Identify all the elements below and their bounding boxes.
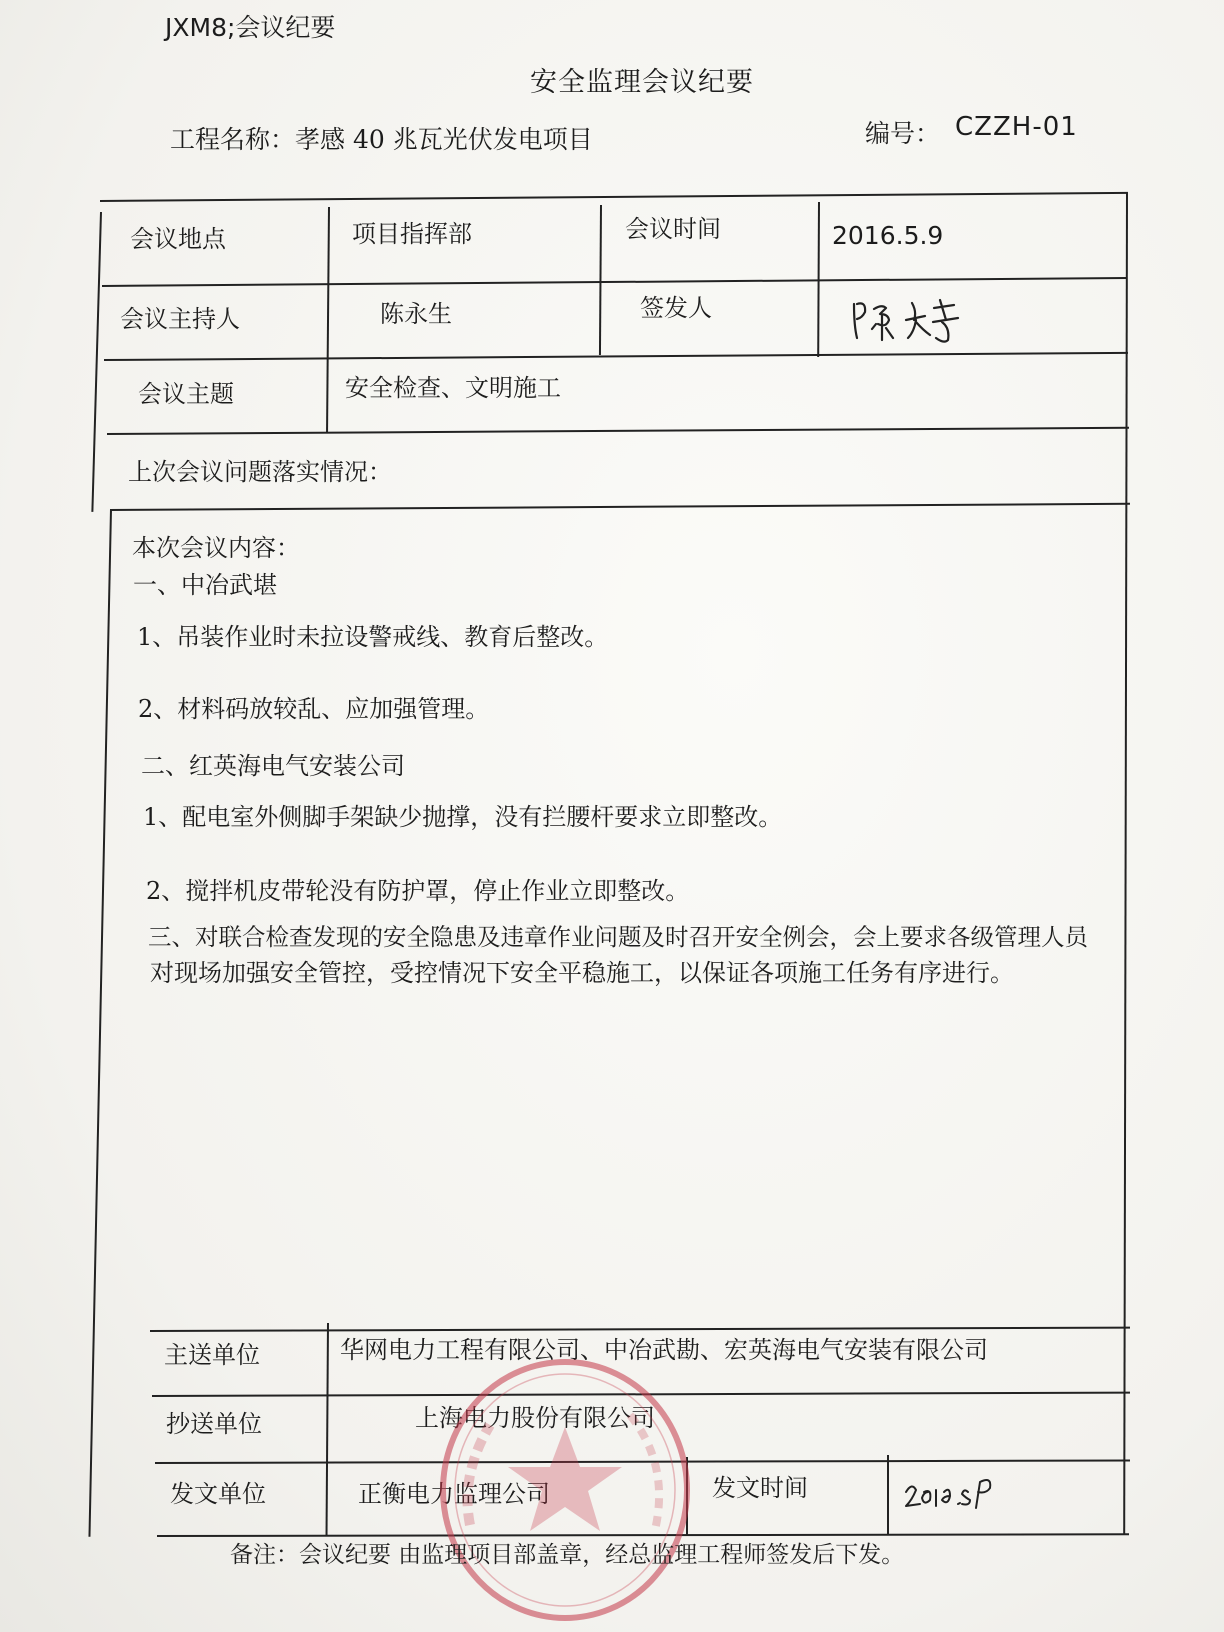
issuer-label: 签发人 <box>640 294 712 322</box>
document-title: 安全监理会议纪要 <box>530 67 754 98</box>
red-seal-stamp <box>430 1355 700 1625</box>
content-line: 三、对联合检查发现的安全隐患及违章作业问题及时召开安全例会，会上要求各级管理人员 <box>148 923 1088 951</box>
content-line: 1、吊装作业时未拉设警戒线、教育后整改。 <box>137 623 609 651</box>
footnote: 备注：会议纪要 由监理项目部盖章，经总监理工程师签发后下发。 <box>230 1542 905 1568</box>
location-value: 项目指挥部 <box>352 220 472 248</box>
location-label: 会议地点 <box>130 225 226 253</box>
issuing-unit-label: 发文单位 <box>170 1480 266 1508</box>
copy-recipient-label: 抄送单位 <box>166 1410 262 1438</box>
main-recipient-value: 华网电力工程有限公司、中冶武勘、宏英海电气安装有限公司 <box>340 1336 988 1364</box>
issuer-signature <box>848 290 978 350</box>
content-line: 二、红英海电气安装公司 <box>141 752 405 780</box>
content-line: 对现场加强安全管控，受控情况下安全平稳施工，以保证各项施工任务有序进行。 <box>150 959 1014 987</box>
serial-label: 编号： <box>865 119 941 148</box>
project-name: 工程名称：孝感 40 兆瓦光伏发电项目 <box>170 125 593 154</box>
topic-label: 会议主题 <box>138 380 234 408</box>
form-code: JXM8;会议纪要 <box>165 13 336 42</box>
content-line: 2、材料码放较乱、应加强管理。 <box>138 695 490 723</box>
time-value: 2016.5.9 <box>832 221 944 250</box>
issue-time-label: 发文时间 <box>712 1474 808 1502</box>
main-recipient-label: 主送单位 <box>164 1341 260 1369</box>
serial-number: CZZH-01 <box>955 112 1078 142</box>
topic-value: 安全检查、文明施工 <box>345 374 561 402</box>
previous-issues-label: 上次会议问题落实情况： <box>128 458 392 486</box>
host-label: 会议主持人 <box>120 305 240 333</box>
host-value: 陈永生 <box>380 300 452 328</box>
copy-recipient-value: 上海电力股份有限公司 <box>415 1404 655 1432</box>
time-label: 会议时间 <box>625 215 721 243</box>
issue-time-handwritten <box>902 1470 1022 1515</box>
content-line: 2、搅拌机皮带轮没有防护罩，停止作业立即整改。 <box>146 877 690 905</box>
content-line: 一、中冶武堪 <box>133 571 277 599</box>
issuing-unit-value: 正衡电力监理公司 <box>358 1480 550 1508</box>
content-line: 1、配电室外侧脚手架缺少抛撑，没有拦腰杆要求立即整改。 <box>143 803 783 831</box>
content-heading: 本次会议内容： <box>132 534 300 562</box>
